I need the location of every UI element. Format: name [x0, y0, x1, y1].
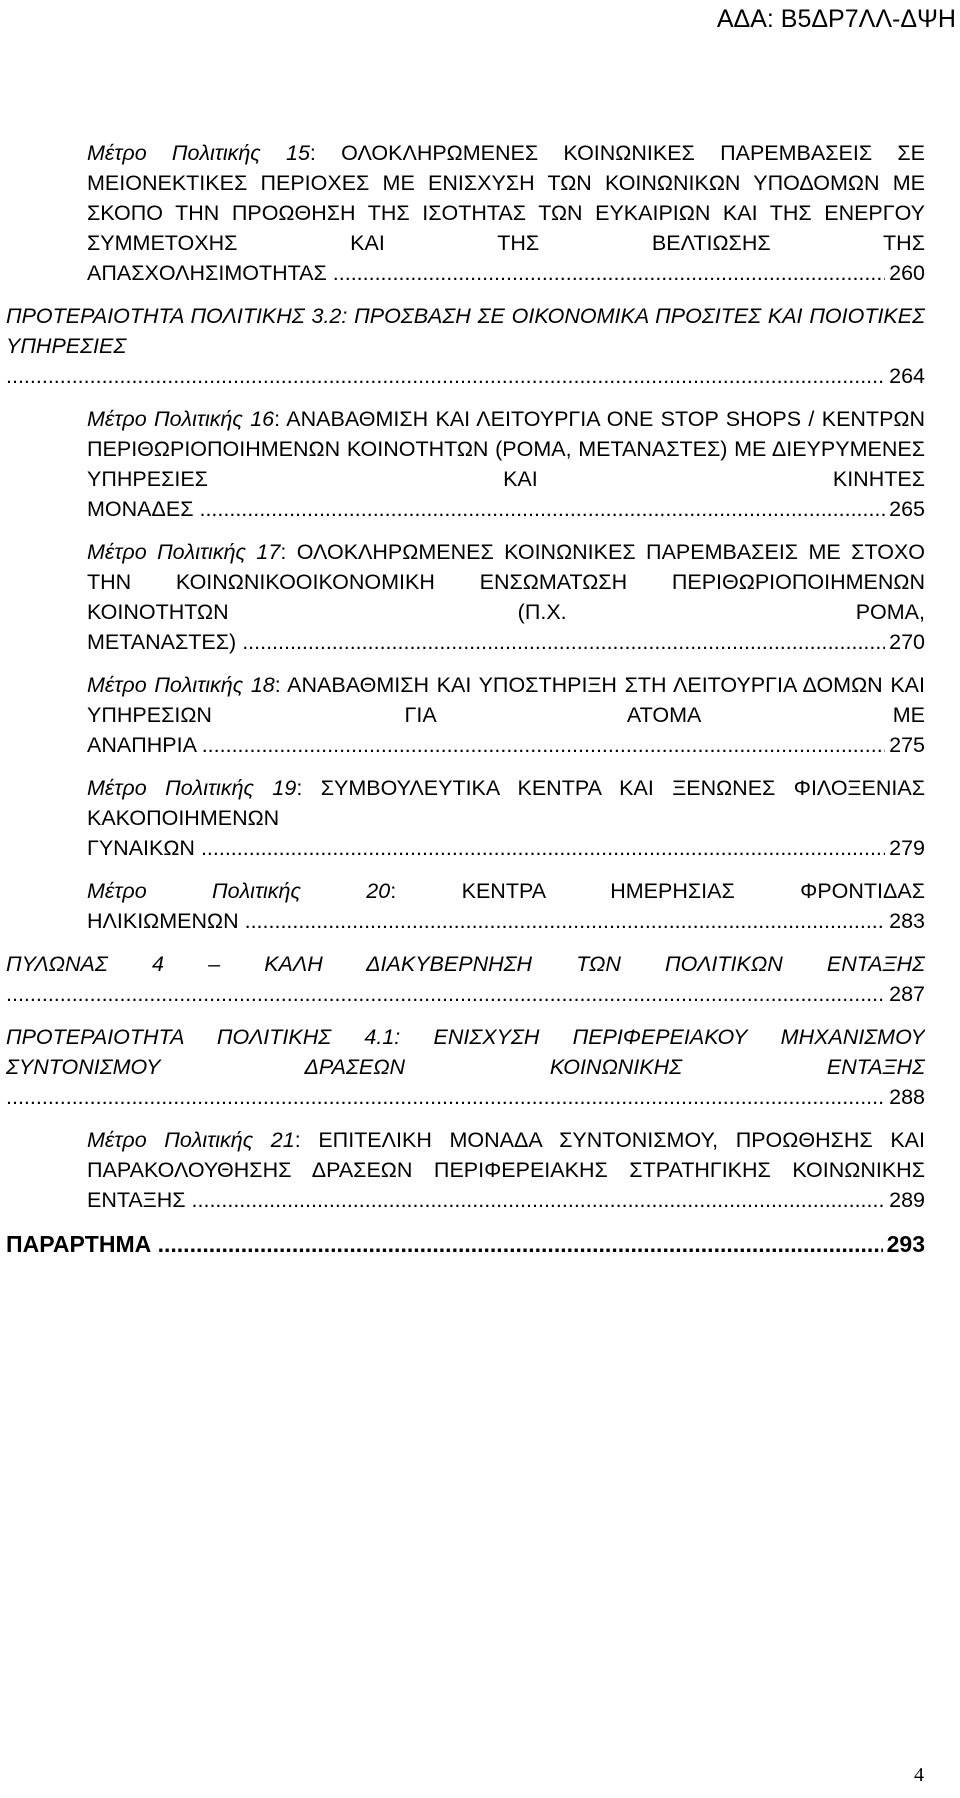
toc-entry-page: 288: [885, 1082, 925, 1112]
toc-entry-separator: :: [280, 540, 287, 564]
toc-entry-separator: :: [296, 776, 303, 800]
toc-entry[interactable]: [87, 773, 925, 863]
toc-entry-label: Μέτρο Πολιτικής 18: [87, 673, 275, 697]
toc-entry-separator: :: [309, 141, 316, 165]
toc-entry-title: ΕΠΙΤΕΛΙΚΗ ΜΟΝΑΔΑ ΣΥΝΤΟΝΙΣΜΟΥ, ΠΡΟΩΘΗΣΗΣ ΚΑΙ ΠΑΡΑΚΟΛΟΥΘΗΣΗΣ ΔΡΑΣΕΩΝ ΠΕΡΙΦΕΡΕΙΑΚΗΣ ΣΤΡΑΤΗΓΙΚΗΣ ΚΟΙΝΩΝΙΚΗΣ ΕΝΤΑΞΗΣ .....: [87, 1128, 925, 1212]
toc-entry-page: 264: [885, 361, 925, 391]
toc-entry-label: Μέτρο Πολιτικής 15: [87, 141, 310, 165]
toc-entry-page: 289: [885, 1185, 925, 1215]
toc-entry-page: 293: [883, 1229, 925, 1259]
toc-entry-title: ΚΕΝΤΡΑ ΗΜΕΡΗΣΙΑΣ ΦΡΟΝΤΙΔΑΣ ΗΛΙΚΙΩΜΕΝΩΝ .....: [87, 879, 925, 933]
toc-entry-page: 275: [885, 730, 925, 760]
toc-entry[interactable]: [6, 1022, 925, 1112]
toc-entry-title: ΠΑΡΑΡΤΗΜΑ .....: [6, 1231, 925, 1257]
toc-entry-label: ΠΡΟΤΕΡΑΙΟΤΗΤΑ ΠΟΛΙΤΙΚΗΣ 3.2: ΠΡΟΣΒΑΣΗ ΣΕ ΟΙΚΟΝΟΜΙΚΑ ΠΡΟΣΙΤΕΣ ΚΑΙ ΠΟΙΟΤΙΚΕΣ ΥΠΗΡΕΣΙΕΣ: [6, 304, 925, 358]
toc-entry-title: [6, 1085, 925, 1109]
toc-entry[interactable]: [6, 1229, 925, 1259]
toc-entry-separator: :: [294, 1128, 301, 1152]
toc-entry-title: ΟΛΟΚΛΗΡΩΜΕΝΕΣ ΚΟΙΝΩΝΙΚΕΣ ΠΑΡΕΜΒΑΣΕΙΣ ΜΕ ΣΤΟΧΟ ΤΗΝ ΚΟΙΝΩΝΙΚΟΟΙΚΟΝΟΜΙΚΗ ΕΝΣΩΜΑΤΩΣΗ ΠΕΡΙΘΩΡΙΟΠΟΙΗΜΕΝΩΝ ΚΟΙΝΟΤΗΤΩΝ (Π.Χ. ΡΟΜΑ, ΜΕΤΑΝΑΣΤΕΣ) .....: [87, 540, 925, 654]
toc-entry-title: ΟΛΟΚΛΗΡΩΜΕΝΕΣ ΚΟΙΝΩΝΙΚΕΣ ΠΑΡΕΜΒΑΣΕΙΣ ΣΕ ΜΕΙΟΝΕΚΤΙΚΕΣ ΠΕΡΙΟΧΕΣ ΜΕ ΕΝΙΣΧΥΣΗ ΤΩΝ ΚΟΙΝΩΝΙΚΩΝ ΥΠΟΔΟΜΩΝ ΜΕ ΣΚΟΠΟ ΤΗΝ ΠΡΟΩΘΗΣΗ ΤΗΣ ΙΣΟΤΗΤΑΣ ΤΩΝ ΕΥΚΑΙΡΙΩΝ ΚΑΙ ΤΗΣ ΕΝΕΡΓΟΥ ΣΥΜΜΕΤΟΧΗΣ ΚΑΙ ΤΗΣ ΒΕΛΤΙΩΣΗΣ ΤΗΣ ΑΠΑΣΧΟΛΗΣΙΜΟΤΗΤΑΣ .....: [87, 141, 925, 285]
toc-entry-separator: :: [274, 407, 281, 431]
ada-code: ΑΔΑ: Β5ΔΡ7ΛΛ-ΔΨΗ: [716, 5, 956, 33]
toc-entry-page: 283: [885, 906, 925, 936]
toc-entry-title: [6, 982, 925, 1006]
toc-entry-label: ΠΡΟΤΕΡΑΙΟΤΗΤΑ ΠΟΛΙΤΙΚΗΣ 4.1: ΕΝΙΣΧΥΣΗ ΠΕΡΙΦΕΡΕΙΑΚΟΥ ΜΗΧΑΝΙΣΜΟΥ ΣΥΝΤΟΝΙΣΜΟΥ ΔΡΑΣΕΩΝ ΚΟΙΝΩΝΙΚΗΣ ΕΝΤΑΞΗΣ: [6, 1025, 925, 1079]
toc-entry-page: 260: [885, 258, 925, 288]
toc-entry[interactable]: [87, 670, 925, 760]
toc-entry-label: Μέτρο Πολιτικής 17: [87, 540, 281, 564]
toc-entry-label: Μέτρο Πολιτικής 20: [87, 879, 391, 903]
toc-entry-page: 279: [885, 833, 925, 863]
toc-entry-label: Μέτρο Πολιτικής 16: [87, 407, 275, 431]
toc-entry[interactable]: [6, 301, 925, 391]
page-number: 4: [914, 1764, 924, 1786]
toc-entry-separator: :: [390, 879, 397, 903]
toc-entry-separator: :: [274, 673, 281, 697]
toc-entry[interactable]: [87, 404, 925, 524]
toc-entry[interactable]: [87, 138, 925, 288]
toc-entry-title: [6, 364, 925, 388]
toc-entry[interactable]: [87, 876, 925, 936]
toc-entry-page: 265: [885, 494, 925, 524]
toc-entry[interactable]: [87, 537, 925, 657]
toc-entry-title: ΣΥΜΒΟΥΛΕΥΤΙΚΑ ΚΕΝΤΡΑ ΚΑΙ ΞΕΝΩΝΕΣ ΦΙΛΟΞΕΝΙΑΣ ΚΑΚΟΠΟΙΗΜΕΝΩΝ ΓΥΝΑΙΚΩΝ .....: [87, 776, 925, 860]
toc-entry-page: 287: [885, 979, 925, 1009]
toc-entry[interactable]: [6, 949, 925, 1009]
toc-entry-page: 270: [885, 627, 925, 657]
toc-entry-title: ΑΝΑΒΑΘΜΙΣΗ ΚΑΙ ΥΠΟΣΤΗΡΙΞΗ ΣΤΗ ΛΕΙΤΟΥΡΓΙΑ ΔΟΜΩΝ ΚΑΙ ΥΠΗΡΕΣΙΩΝ ΓΙΑ ΑΤΟΜΑ ΜΕ ΑΝΑΠΗΡΙΑ .....: [87, 673, 925, 757]
toc-entry-title: ΑΝΑΒΑΘΜΙΣΗ ΚΑΙ ΛΕΙΤΟΥΡΓΙΑ ONE STOP SHOPS / ΚΕΝΤΡΩΝ ΠΕΡΙΘΩΡΙΟΠΟΙΗΜΕΝΩΝ ΚΟΙΝΟΤΗΤΩΝ (ΡΟΜΑ, ΜΕΤΑΝΑΣΤΕΣ) ΜΕ ΔΙΕΥΡΥΜΕΝΕΣ ΥΠΗΡΕΣΙΕΣ ΚΑΙ ΚΙΝΗΤΕΣ ΜΟΝΑΔΕΣ .....: [87, 407, 925, 521]
toc-entry-label: Μέτρο Πολιτικής 21: [87, 1128, 295, 1152]
table-of-contents: [0, 138, 925, 1259]
toc-entry-label: Μέτρο Πολιτικής 19: [87, 776, 297, 800]
toc-entry-label: ΠΥΛΩΝΑΣ 4 – ΚΑΛΗ ΔΙΑΚΥΒΕΡΝΗΣΗ ΤΩΝ ΠΟΛΙΤΙΚΩΝ ΕΝΤΑΞΗΣ: [6, 952, 925, 976]
toc-entry[interactable]: [87, 1125, 925, 1215]
